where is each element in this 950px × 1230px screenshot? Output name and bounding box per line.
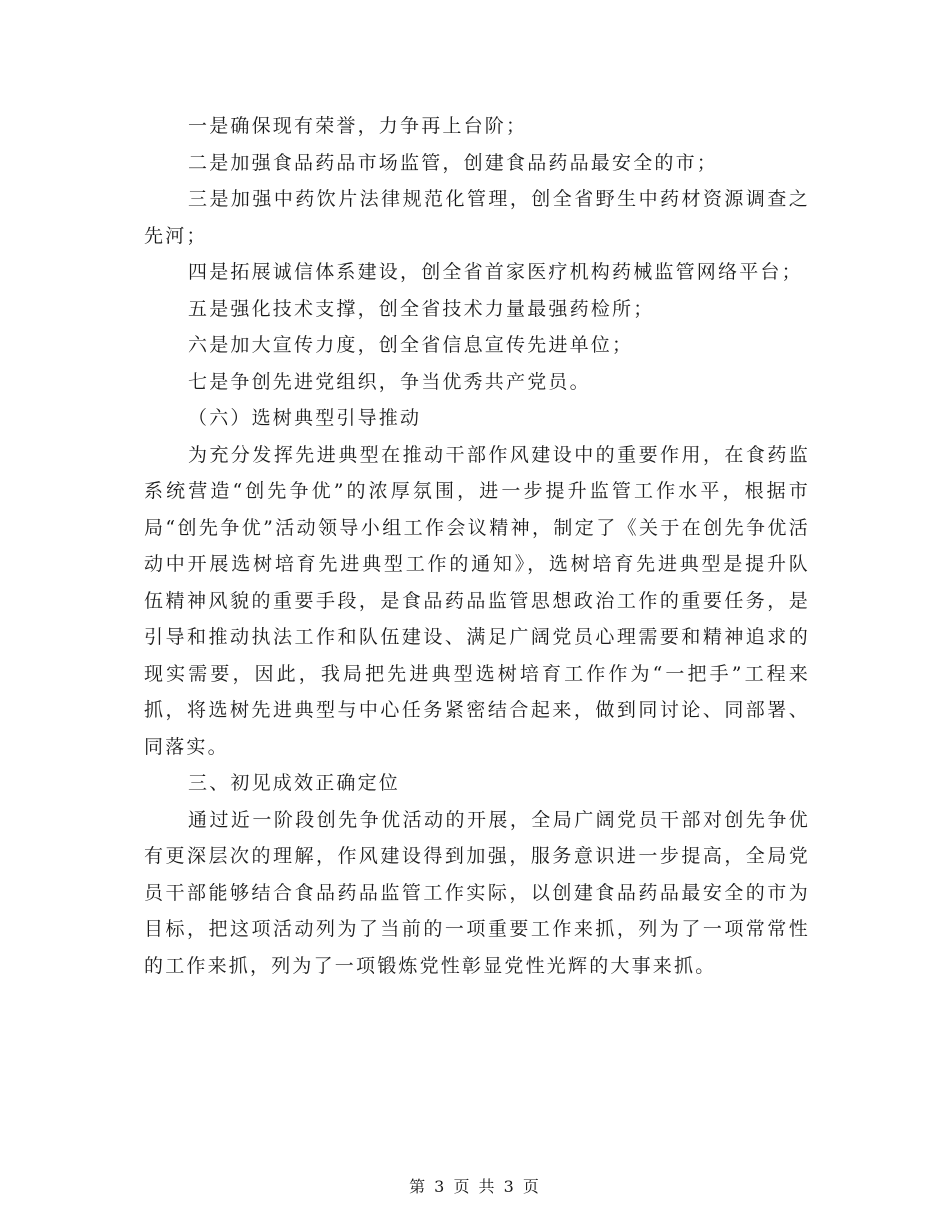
section-heading-initial-results: 三、初见成效正确定位 — [188, 772, 401, 794]
paragraph-item-5: 五是强化技术支撑，创全省技术力量最强药检所； — [188, 297, 655, 320]
document-body — [144, 108, 810, 984]
paragraph-item-1: 一是确保现有荣誉，力争再上台阶； — [188, 115, 528, 137]
page-number-label: 第 3 页 共 3 页 — [409, 1177, 541, 1196]
paragraph-item-6: 六是加大宣传力度，创全省信息宣传先进单位； — [188, 334, 634, 356]
page-footer — [0, 1174, 950, 1197]
section-heading-typical-models: （六）选树典型引导推动 — [188, 407, 422, 429]
paragraph-initial-results: 通过近一阶段创先争优活动的开展，全局广阔党员干部对创先争优有更深层次的理解，作风建设得到加强，服务意识进一步提高，全局党员干部能够结合食品药品监管工作实际，以创建食品药品最安全的市为目标，把这项活动列为了当前的一项重要工作来抓，列为了一项常常性的工作来抓，列为了一项锻炼党性彰显党性光辉的大事来抓。 — [144, 808, 810, 977]
paragraph-item-2: 二是加强食品药品市场监管，创建食品药品最安全的市； — [188, 151, 719, 174]
paragraph-item-7: 七是争创先进党组织，争当优秀共产党员。 — [188, 370, 591, 393]
paragraph-typical-models: 为充分发挥先进典型在推动干部作风建设中的重要作用，在食药监系统营造“创先争优”的浓厚氛围，进一步提升监管工作水平，根据市局“创先争优”活动领导小组工作会议精神，制定了《关于在创先争优活动中开展选树培育先进典型工作的通知》，选树培育先进典型是提升队伍精神风貌的重要手段，是食品药品监管思想政治工作的重要任务，是引导和推动执法工作和队伍建设、满足广阔党员心理需要和精神追求的现实需要，因此，我局把先进典型选树培育工作作为“一把手”工程来抓，将选树先进典型与中心任务紧密结合起来，做到同讨论、同部署、同落实。 — [144, 443, 810, 758]
paragraph-item-4: 四是拓展诚信体系建设，创全省首家医疗机构药械监管网络平台； — [188, 261, 803, 283]
paragraph-item-3: 三是加强中药饮片法律规范化管理，创全省野生中药材资源调查之先河； — [144, 188, 810, 247]
